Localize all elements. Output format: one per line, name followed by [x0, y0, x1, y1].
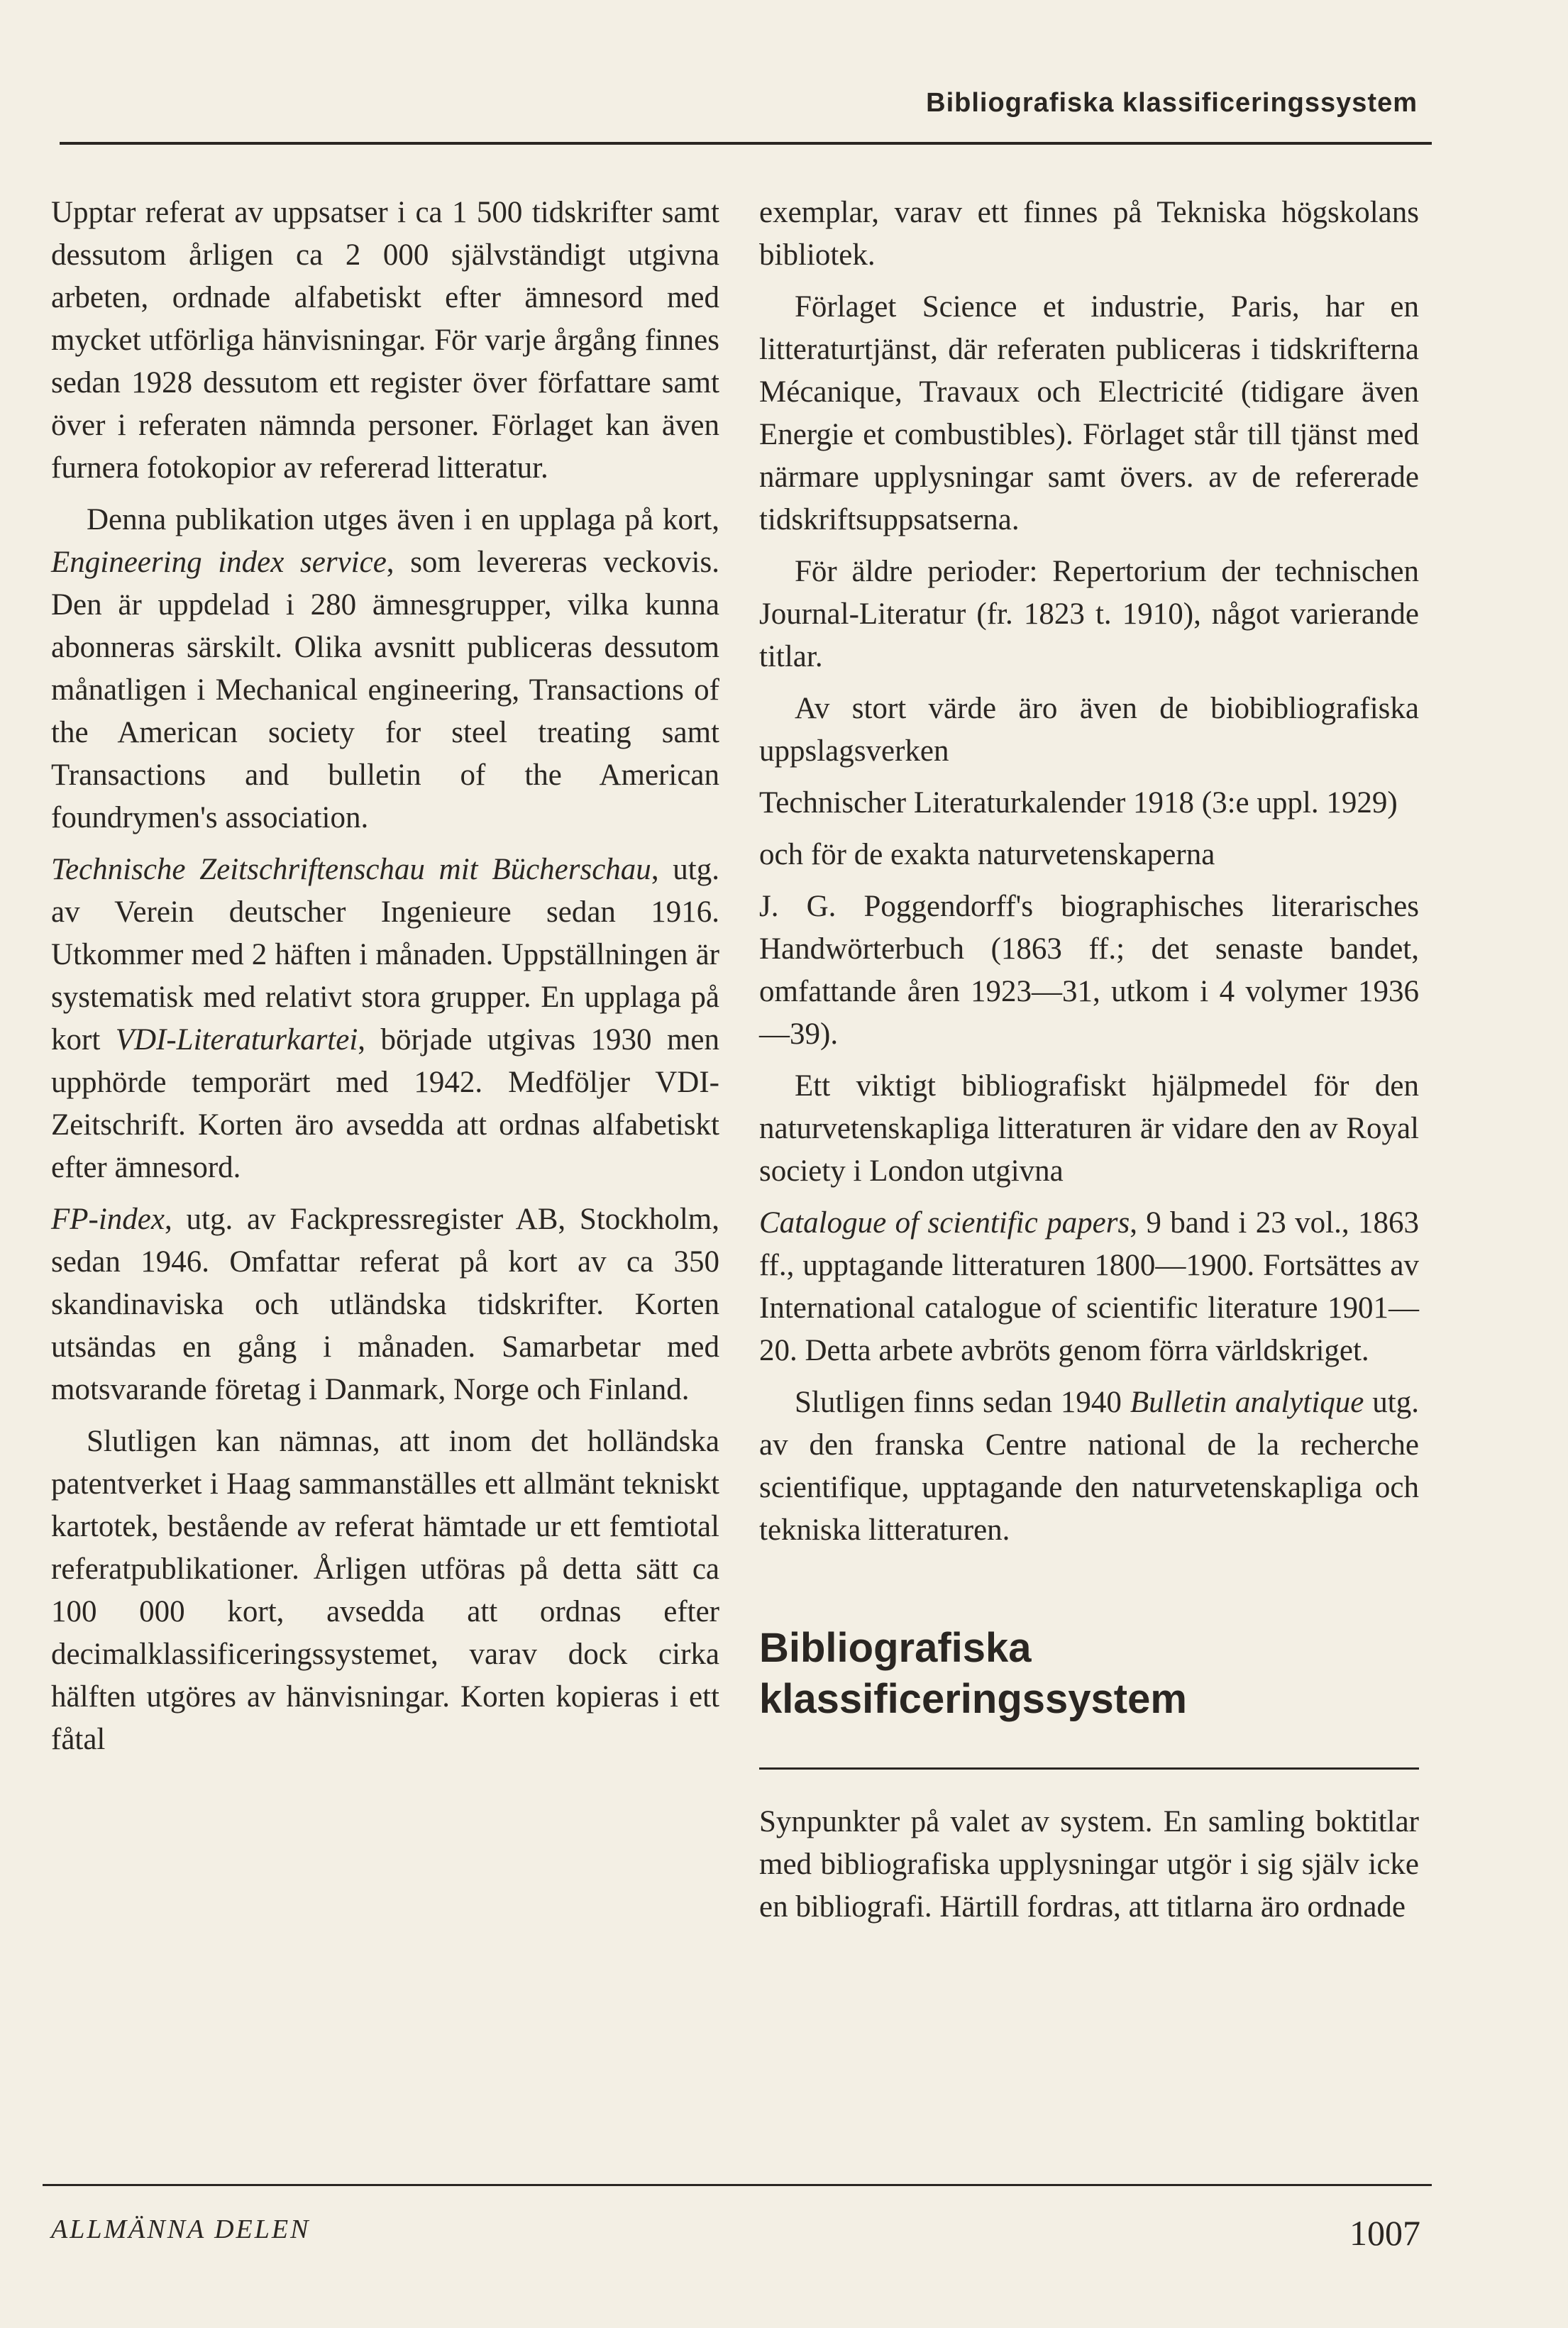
paragraph: Synpunkter på valet av system. En samling boktitlar med bibliografiska upplysningar utgör i sig själv icke en bibliografi. Härtill fordras, att titlarna äro ordnade — [759, 1805, 1419, 1924]
running-header: Bibliografiska klassificeringssystem — [926, 88, 1418, 118]
paragraph: J. G. Poggendorff's biographisches literarisches Handwörterbuch (1863 ff.; det senaste bandet, omfattande åren 1923—31, utkom i 4 volymer 1936—39). — [759, 890, 1419, 1051]
paragraph: Upptar referat av uppsatser i ca 1 500 tidskrifter samt dessutom årligen ca 2 000 självständigt utgivna arbeten, ordnade alfabetiskt efter ämnesord med mycket utförliga hänvisningar. För varje årgång finnes sedan 1928 dessutom ett register över författare samt över i referaten nämnda personer. Förlaget kan även furnera fotokopior av refererad litteratur. — [51, 196, 719, 485]
paragraph: Technische Zeitschriftenschau mit Bücherschau, utg. av Verein deutscher Ingenieure sedan 1916. Utkommer med 2 häften i månaden. Uppställningen är systematisk med relativt stora grupper. En upplaga på kort VDI-Literaturkartei, började utgivas 1930 men upphörde temporärt med 1942. Medföljer VDI-Zeitschrift. Korten äro avsedda att ordnas alfabetiskt efter ämnesord. — [51, 853, 719, 1184]
paragraph: Förlaget Science et industrie, Paris, har en litteraturtjänst, där referaten publiceras i tidskrifterna Mécanique, Travaux och Electricité (tidigare även Energie et combustibles). Förlaget står till tjänst med närmare upplysningar samt övers. av de refererade tidskriftsuppsatserna. — [759, 290, 1419, 536]
section-heading: Bibliografiska klassificeringssystem — [759, 1625, 1187, 1722]
page-number: 1007 — [1349, 2213, 1420, 2253]
footer-section-label: ALLMÄNNA DELEN — [51, 2214, 311, 2244]
paragraph: Slutligen finns sedan 1940 Bulletin analytique utg. av den franska Centre national de la recherche scientifique, upptagande den naturvetenskapliga och tekniska litteraturen. — [759, 1386, 1419, 1547]
footer-rule — [43, 2184, 1432, 2186]
left-column — [51, 192, 719, 1770]
paragraph: FP-index, utg. av Fackpressregister AB, Stockholm, sedan 1946. Omfattar referat på kort av ca 350 skandinaviska och utländska tidskrifter. Korten utsändas en gång i månaden. Samarbetar med motsvarande företag i Danmark, Norge och Finland. — [51, 1203, 719, 1406]
section-rule — [759, 1767, 1419, 1770]
header-rule — [60, 142, 1432, 145]
paragraph: Technischer Literaturkalender 1918 (3:e uppl. 1929) — [759, 786, 1398, 820]
paragraph: Ett viktigt bibliografiskt hjälpmedel för den naturvetenskapliga litteraturen är vidare den av Royal society i London utgivna — [759, 1069, 1419, 1188]
paragraph: Slutligen kan nämnas, att inom det holländska patentverket i Haag sammanställes ett allmänt tekniskt kartotek, bestående av referat hämtade ur ett femtiotal referatpublikationer. Årligen utföras på detta sätt ca 100 000 kort, avsedda att ordnas efter decimalklassificeringssystemet, varav dock cirka hälften utgöres av hänvisningar. Korten kopieras i ett fåtal — [51, 1425, 719, 1756]
paragraph: exemplar, varav ett finnes på Tekniska högskolans bibliotek. — [759, 196, 1419, 272]
paragraph: och för de exakta naturvetenskaperna — [759, 838, 1215, 871]
paragraph: Denna publikation utges även i en upplaga på kort, Engineering index service, som levereras veckovis. Den är uppdelad i 280 ämnesgrupper, vilka kunna abonneras särskilt. Olika avsnitt publiceras dessutom månatligen i Mechanical engineering, Transactions of the American society for steel treating samt Transactions and bulletin of the American foundrymen's association. — [51, 503, 719, 834]
paragraph: Catalogue of scientific papers, 9 band i 23 vol., 1863 ff., upptagande litteraturen 1800—1900. Fortsättes av International catalogue of scientific literature 1901—20. Detta arbete avbröts genom förra världskriget. — [759, 1206, 1419, 1367]
paragraph: För äldre perioder: Repertorium der technischen Journal-Literatur (fr. 1823 t. 1910), något varierande titlar. — [759, 555, 1419, 673]
right-column — [759, 192, 1419, 1938]
paragraph: Av stort värde äro även de biobibliografiska uppslagsverken — [759, 692, 1419, 768]
